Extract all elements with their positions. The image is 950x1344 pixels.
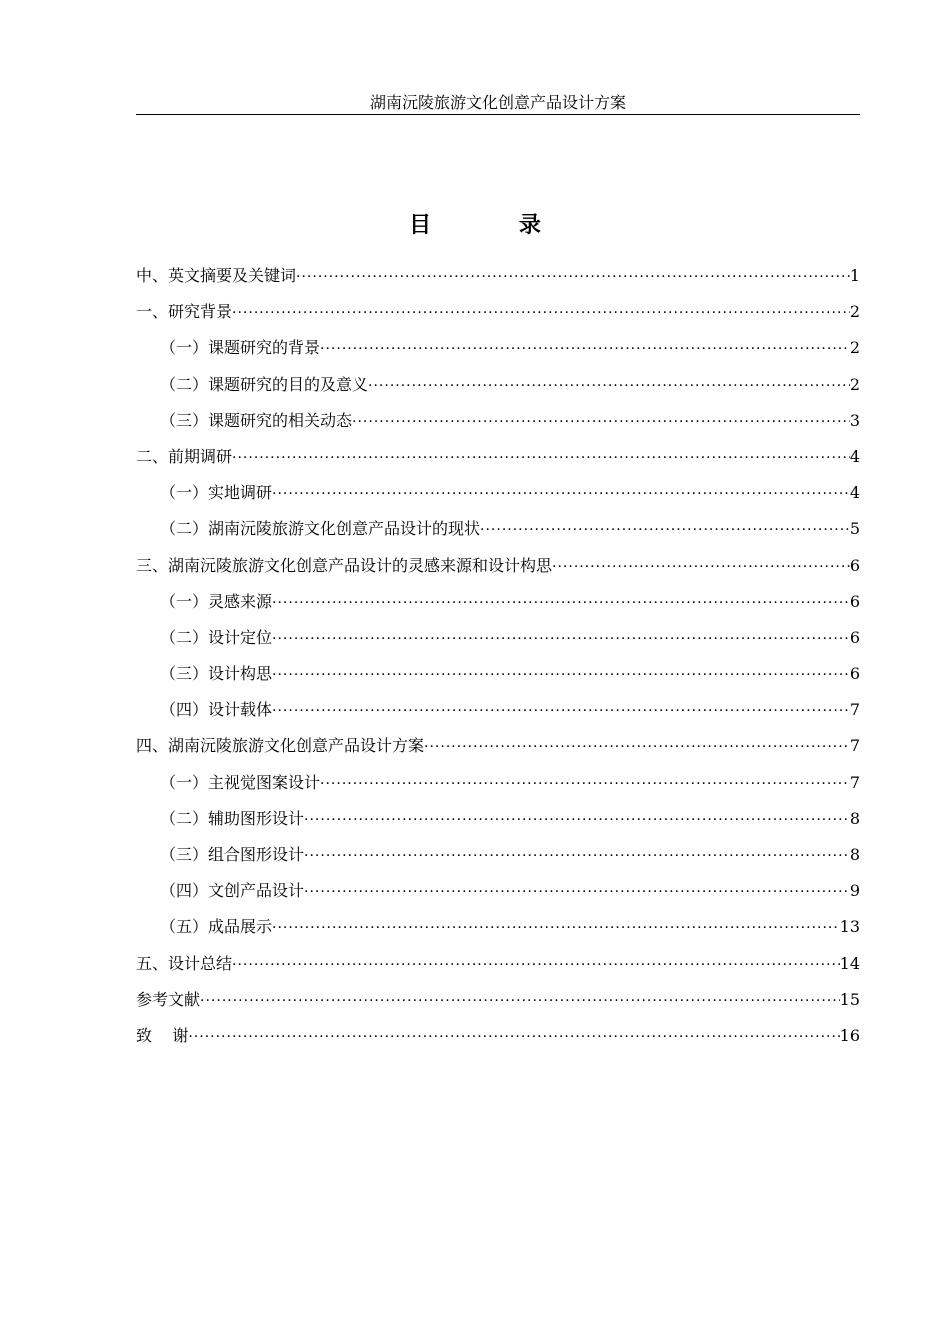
toc-entry[interactable]: [136, 837, 860, 873]
toc-entry-label: （一）主视觉图案设计: [160, 772, 321, 792]
toc-entry-label: （三）组合图形设计: [160, 845, 305, 864]
toc-entry-label: 五、设计总结: [136, 953, 233, 973]
toc-entry[interactable]: [136, 728, 860, 764]
toc-entry-label: 一、研究背景: [136, 302, 233, 322]
toc-entry[interactable]: [136, 656, 860, 692]
toc-dot-leader: [320, 331, 850, 367]
toc-entry-label: 三、湖南沅陵旅游文化创意产品设计的灵感来源和设计构思: [136, 555, 553, 575]
toc-entry-label: （一）灵感来源: [160, 591, 273, 611]
toc-entry-page-number: 13: [839, 917, 860, 937]
toc-dot-leader: [232, 295, 850, 331]
toc-dot-leader: [272, 910, 840, 946]
toc-dot-leader: [352, 404, 850, 440]
toc-entry-page-number: 1: [849, 266, 860, 285]
toc-entry[interactable]: [136, 548, 860, 584]
toc-dot-leader: [320, 766, 850, 802]
toc-entry[interactable]: [136, 294, 860, 330]
toc-entry[interactable]: [136, 439, 860, 475]
toc-entry[interactable]: [136, 909, 860, 945]
toc-entry[interactable]: [136, 367, 860, 403]
toc-dot-leader: [424, 729, 850, 765]
toc-entry-label: （四）设计载体: [160, 700, 273, 720]
toc-entry-label: 中、英文摘要及关键词: [136, 266, 297, 285]
toc-dot-leader: [296, 259, 850, 295]
toc-entry-label: 参考文献: [136, 989, 201, 1009]
toc-dot-leader: [272, 476, 850, 512]
toc-entry-label: （一）课题研究的背景: [160, 338, 321, 358]
toc-entry-page-number: 6: [849, 627, 860, 647]
toc-entry-page-number: 4: [849, 483, 860, 503]
toc-entry[interactable]: [136, 258, 860, 294]
toc-entry-label: （二）课题研究的目的及意义: [160, 374, 369, 394]
toc-entry-page-number: 15: [839, 989, 860, 1009]
toc-entry-label: （三）设计构思: [160, 664, 273, 684]
toc-title: 目 录: [409, 212, 581, 238]
toc-entry-label: 二、前期调研: [136, 446, 233, 466]
toc-entry[interactable]: [136, 765, 860, 801]
toc-dot-leader: [304, 874, 850, 910]
toc-entry-page-number: 8: [849, 808, 860, 828]
toc-entry-page-number: 14: [839, 953, 860, 973]
toc-entry[interactable]: [136, 511, 860, 547]
toc-dot-leader: [304, 838, 850, 874]
toc-entry-label: （二）湖南沅陵旅游文化创意产品设计的现状: [160, 519, 481, 539]
toc-dot-leader: [188, 1019, 839, 1055]
toc-entry[interactable]: [136, 873, 860, 909]
toc-entry-page-number: 6: [849, 555, 860, 575]
toc-entry-page-number: 2: [849, 338, 860, 358]
toc-dot-leader: [480, 512, 850, 548]
toc-entry-page-number: 8: [849, 845, 860, 864]
toc-dot-leader: [200, 983, 840, 1019]
toc-entry-page-number: 2: [849, 302, 860, 322]
toc-dot-leader: [232, 440, 850, 476]
table-of-contents: [136, 258, 860, 1054]
toc-entry-page-number: 7: [849, 736, 860, 756]
toc-entry-page-number: 6: [849, 664, 860, 684]
toc-entry-page-number: 3: [849, 410, 860, 430]
toc-entry-page-number: 5: [849, 519, 860, 539]
toc-entry[interactable]: [136, 330, 860, 366]
toc-entry[interactable]: [136, 584, 860, 620]
toc-entry-page-number: 9: [849, 881, 860, 901]
toc-dot-leader: [272, 657, 850, 693]
toc-entry[interactable]: [136, 692, 860, 728]
running-header: 湖南沅陵旅游文化创意产品设计方案: [136, 92, 860, 115]
toc-dot-leader: [232, 947, 840, 983]
toc-dot-leader: [272, 585, 850, 621]
toc-entry-page-number: 2: [849, 374, 860, 394]
toc-entry-label: （二）设计定位: [160, 627, 273, 647]
toc-entry-page-number: 7: [849, 772, 860, 792]
toc-entry-page-number: 16: [839, 1025, 860, 1045]
toc-entry[interactable]: [136, 982, 860, 1018]
toc-entry-label: （四）文创产品设计: [160, 881, 305, 901]
toc-entry[interactable]: [136, 475, 860, 511]
toc-entry[interactable]: [136, 1018, 860, 1054]
toc-dot-leader: [304, 802, 850, 838]
toc-entry-label: （三）课题研究的相关动态: [160, 410, 353, 430]
toc-entry-label: （一）实地调研: [160, 483, 273, 503]
toc-entry-label: （二）辅助图形设计: [160, 808, 305, 828]
toc-dot-leader: [552, 549, 850, 585]
toc-dot-leader: [272, 621, 850, 657]
toc-entry-page-number: 7: [849, 700, 860, 720]
toc-entry-label: （五）成品展示: [160, 917, 273, 937]
toc-entry-label: 致 谢: [136, 1025, 189, 1045]
toc-entry[interactable]: [136, 403, 860, 439]
toc-entry-page-number: 4: [849, 446, 860, 466]
toc-entry[interactable]: [136, 801, 860, 837]
toc-entry[interactable]: [136, 620, 860, 656]
toc-dot-leader: [272, 693, 850, 729]
toc-dot-leader: [368, 368, 850, 404]
toc-entry-page-number: 6: [849, 591, 860, 611]
toc-entry[interactable]: [136, 946, 860, 982]
toc-entry-label: 四、湖南沅陵旅游文化创意产品设计方案: [136, 736, 425, 756]
